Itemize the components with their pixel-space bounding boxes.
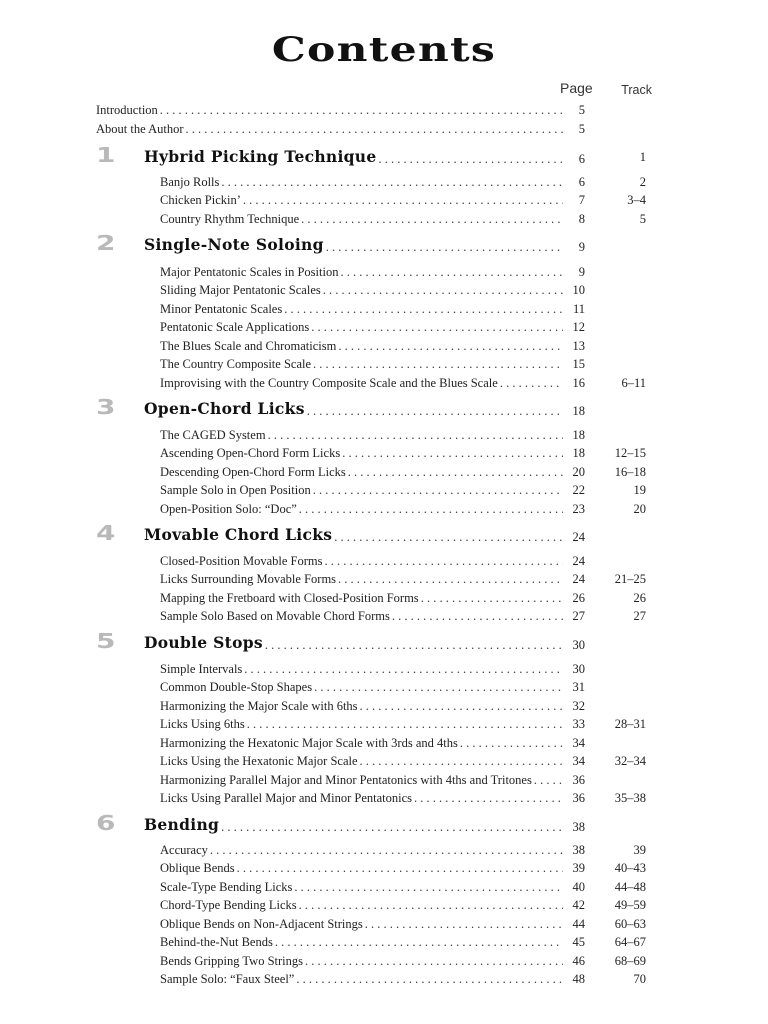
dot-leader <box>247 716 563 732</box>
toc-subentry[interactable] <box>160 172 585 190</box>
dot-leader <box>296 971 563 987</box>
toc-subentry-label: Ascending Open-Chord Form Licks <box>160 446 341 460</box>
dot-leader <box>275 934 563 950</box>
track-number <box>600 525 646 543</box>
toc-subentry[interactable] <box>160 317 585 335</box>
toc-entry[interactable] <box>96 100 585 118</box>
toc-subentry-label: Sample Solo in Open Position <box>160 483 311 497</box>
dot-leader <box>379 151 563 167</box>
dot-leader <box>299 501 563 517</box>
toc-subentry[interactable] <box>160 877 585 895</box>
track-number: 64–67 <box>614 935 646 949</box>
dot-leader <box>265 637 563 653</box>
toc-subentry-label: Oblique Bends on Non-Adjacent Strings <box>160 917 363 931</box>
dot-leader <box>360 753 563 769</box>
chapter-heading-label: Hybrid Picking Technique <box>144 147 377 166</box>
toc-subentry-label: Behind-the-Nut Bends <box>160 935 273 949</box>
toc-subentry[interactable] <box>160 209 585 227</box>
toc-subentry-label: Sample Solo: “Faux Steel” <box>160 972 295 986</box>
page-number: 33 <box>572 717 585 731</box>
toc-subentry[interactable] <box>160 714 585 732</box>
chapter-heading[interactable] <box>144 629 585 653</box>
chapter-heading-label: Movable Chord Licks <box>144 525 333 544</box>
page-title: Contents <box>271 30 497 70</box>
page-number: 7 <box>578 193 585 207</box>
chapter-number: 2 <box>96 231 116 255</box>
page-number: 27 <box>572 609 585 623</box>
toc-subentry[interactable] <box>160 969 585 987</box>
page-number: 45 <box>572 935 585 949</box>
column-header-page: Page <box>560 80 593 96</box>
toc-subentry[interactable] <box>160 770 585 788</box>
track-number: 40–43 <box>614 861 646 875</box>
track-number: 2 <box>639 175 646 189</box>
page-number: 10 <box>572 283 585 297</box>
track-number <box>600 119 646 137</box>
track-number <box>600 399 646 417</box>
track-number: 3–4 <box>627 193 646 207</box>
toc-subentry[interactable] <box>160 569 585 587</box>
page-number: 11 <box>572 302 585 316</box>
toc-subentry-label: Chicken Pickin’ <box>160 193 241 207</box>
page-number: 40 <box>572 880 585 894</box>
toc-subentry-label: Pentatonic Scale Applications <box>160 320 310 334</box>
track-number: 70 <box>633 972 646 986</box>
track-number <box>600 815 646 833</box>
toc-subentry-label: Licks Surrounding Movable Forms <box>160 572 337 586</box>
toc-subentry-label: Chord-Type Bending Licks <box>160 898 297 912</box>
dot-leader <box>534 772 563 788</box>
page-number: 8 <box>578 212 585 226</box>
toc-subentry-label: Bends Gripping Two Strings <box>160 954 303 968</box>
page-number: 36 <box>572 791 585 805</box>
track-number <box>600 677 646 695</box>
toc-subentry[interactable] <box>160 951 585 969</box>
toc-subentry[interactable] <box>160 425 585 443</box>
page-number: 15 <box>572 357 585 371</box>
toc-subentry-label: Harmonizing Parallel Major and Minor Pentatonics with 4ths and Tritones <box>160 773 532 787</box>
dot-leader <box>421 590 563 606</box>
page-number: 18 <box>572 446 585 460</box>
toc-subentry-label: Oblique Bends <box>160 861 235 875</box>
track-number <box>600 425 646 443</box>
toc-subentry[interactable] <box>160 895 585 913</box>
dot-leader <box>340 264 563 280</box>
chapter-heading[interactable] <box>144 143 585 167</box>
toc-subentry-label: Major Pentatonic Scales in Position <box>160 265 339 279</box>
dot-leader <box>500 375 563 391</box>
track-number: 49–59 <box>614 898 646 912</box>
page-number: 18 <box>572 428 585 442</box>
page-number: 12 <box>572 320 585 334</box>
dot-leader <box>348 464 563 480</box>
dot-leader <box>313 356 563 372</box>
track-number: 68–69 <box>614 954 646 968</box>
toc-subentry[interactable] <box>160 840 585 858</box>
track-number: 20 <box>633 502 646 516</box>
dot-leader <box>338 571 563 587</box>
track-number <box>600 551 646 569</box>
dot-leader <box>243 192 563 208</box>
chapter-heading[interactable] <box>144 521 585 545</box>
toc-subentry-label: Accuracy <box>160 843 208 857</box>
toc-subentry[interactable] <box>160 373 585 391</box>
toc-subentry-label: Closed-Position Movable Forms <box>160 554 323 568</box>
dot-leader <box>301 211 563 227</box>
track-number: 6–11 <box>621 376 646 390</box>
chapter-heading-label: Single-Note Soloing <box>144 235 324 254</box>
track-number: 28–31 <box>614 717 646 731</box>
dot-leader <box>323 282 563 298</box>
toc-subentry-label: Mapping the Fretboard with Closed-Position Forms <box>160 591 419 605</box>
toc-subentry-label: Open-Position Solo: “Doc” <box>160 502 297 516</box>
dot-leader <box>244 661 563 677</box>
dot-leader <box>326 239 563 255</box>
toc-subentry-label: The CAGED System <box>160 428 266 442</box>
toc-subentry-label: Licks Using 6ths <box>160 717 245 731</box>
toc-subentry[interactable] <box>160 932 585 950</box>
chapter-heading[interactable] <box>144 811 585 835</box>
toc-subentry-label: Sliding Major Pentatonic Scales <box>160 283 321 297</box>
toc-subentry[interactable] <box>160 262 585 280</box>
track-number: 5 <box>639 212 646 226</box>
toc-entry-label: Introduction <box>96 103 158 117</box>
toc-subentry[interactable] <box>160 588 585 606</box>
dot-leader <box>311 319 563 335</box>
track-number: 12–15 <box>614 446 646 460</box>
toc-subentry[interactable] <box>160 733 585 751</box>
track-number: 21–25 <box>614 572 646 586</box>
dot-leader <box>299 897 563 913</box>
page-number: 39 <box>572 861 585 875</box>
dot-leader <box>338 338 563 354</box>
track-number: 35–38 <box>614 791 646 805</box>
toc-subentry-label: Minor Pentatonic Scales <box>160 302 283 316</box>
toc-subentry-label: Simple Intervals <box>160 662 243 676</box>
chapter-number: 3 <box>96 395 116 419</box>
dot-leader <box>460 735 563 751</box>
toc-subentry[interactable] <box>160 788 585 806</box>
toc-subentry[interactable] <box>160 480 585 498</box>
page-number: 26 <box>572 591 585 605</box>
toc-subentry[interactable] <box>160 858 585 876</box>
toc-entry[interactable] <box>96 119 585 137</box>
toc-subentry[interactable] <box>160 551 585 569</box>
track-number: 26 <box>633 591 646 605</box>
dot-leader <box>221 819 563 835</box>
toc-subentry[interactable] <box>160 299 585 317</box>
toc-subentry-label: Harmonizing the Major Scale with 6ths <box>160 699 358 713</box>
track-number: 60–63 <box>614 917 646 931</box>
track-number <box>600 354 646 372</box>
dot-leader <box>334 529 563 545</box>
dot-leader <box>360 698 563 714</box>
chapter-heading-label: Open-Chord Licks <box>144 399 305 418</box>
track-number <box>600 280 646 298</box>
toc-subentry[interactable] <box>160 677 585 695</box>
track-number <box>600 262 646 280</box>
page-number: 20 <box>572 465 585 479</box>
track-number: 16–18 <box>614 465 646 479</box>
track-number <box>600 299 646 317</box>
page-number: 6 <box>578 175 585 189</box>
page-number: 23 <box>572 502 585 516</box>
page-number: 31 <box>572 680 585 694</box>
track-number: 32–34 <box>614 754 646 768</box>
page-number: 24 <box>572 554 585 568</box>
dot-leader <box>392 608 563 624</box>
page-number: 18 <box>572 404 585 418</box>
toc-subentry-label: Common Double-Stop Shapes <box>160 680 313 694</box>
toc-subentry[interactable] <box>160 462 585 480</box>
toc-subentry-label: Country Rhythm Technique <box>160 212 300 226</box>
toc-subentry-label: Sample Solo Based on Movable Chord Forms <box>160 609 390 623</box>
track-number <box>600 100 646 118</box>
column-header-track: Track <box>621 83 652 97</box>
toc-subentry-label: Improvising with the Country Composite Scale and the Blues Scale <box>160 376 498 390</box>
track-number: 27 <box>633 609 646 623</box>
dot-leader <box>160 102 563 118</box>
track-number: 44–48 <box>614 880 646 894</box>
toc-subentry-label: Harmonizing the Hexatonic Major Scale with 3rds and 4ths <box>160 736 458 750</box>
page-number: 5 <box>578 103 585 117</box>
chapter-heading-label: Double Stops <box>144 633 263 652</box>
toc-subentry[interactable] <box>160 499 585 517</box>
page-number: 9 <box>578 240 585 254</box>
dot-leader <box>307 403 563 419</box>
dot-leader <box>294 879 563 895</box>
chapter-number: 6 <box>96 811 116 835</box>
page-number: 36 <box>572 773 585 787</box>
page-number: 42 <box>572 898 585 912</box>
page-number: 30 <box>572 662 585 676</box>
dot-leader <box>284 301 563 317</box>
toc-subentry-label: The Country Composite Scale <box>160 357 312 371</box>
track-number <box>600 733 646 751</box>
track-number: 19 <box>633 483 646 497</box>
page-number: 13 <box>572 339 585 353</box>
toc-entry-label: About the Author <box>96 122 184 136</box>
track-number <box>600 659 646 677</box>
page-number: 34 <box>572 754 585 768</box>
page-number: 22 <box>572 483 585 497</box>
dot-leader <box>237 860 563 876</box>
toc-subentry-label: Descending Open-Chord Form Licks <box>160 465 346 479</box>
page-number: 38 <box>572 843 585 857</box>
toc-subentry[interactable] <box>160 280 585 298</box>
toc-subentry[interactable] <box>160 354 585 372</box>
toc-subentry-label: Scale-Type Bending Licks <box>160 880 293 894</box>
toc-subentry[interactable] <box>160 190 585 208</box>
toc-subentry[interactable] <box>160 914 585 932</box>
toc-subentry-label: The Blues Scale and Chromaticism <box>160 339 337 353</box>
page-number: 24 <box>572 530 585 544</box>
toc-subentry[interactable] <box>160 606 585 624</box>
page-number: 46 <box>572 954 585 968</box>
track-number: 39 <box>633 843 646 857</box>
track-number: 1 <box>639 150 646 164</box>
chapter-heading-label: Bending <box>144 815 220 834</box>
page-number: 9 <box>578 265 585 279</box>
track-number <box>600 770 646 788</box>
dot-leader <box>186 121 564 137</box>
dot-leader <box>210 842 563 858</box>
chapter-heading[interactable] <box>144 395 585 419</box>
page-number: 44 <box>572 917 585 931</box>
toc-subentry[interactable] <box>160 443 585 461</box>
toc-subentry[interactable] <box>160 751 585 769</box>
page-number: 6 <box>578 152 585 166</box>
page-number: 48 <box>572 972 585 986</box>
dot-leader <box>268 427 563 443</box>
track-number <box>600 235 646 253</box>
toc-subentry[interactable] <box>160 696 585 714</box>
toc-subentry-label: Licks Using Parallel Major and Minor Pentatonics <box>160 791 413 805</box>
chapter-number: 5 <box>96 629 116 653</box>
page-number: 24 <box>572 572 585 586</box>
chapter-heading[interactable] <box>144 231 585 255</box>
track-number <box>600 633 646 651</box>
dot-leader <box>314 679 563 695</box>
page-number: 30 <box>572 638 585 652</box>
page-number: 32 <box>572 699 585 713</box>
chapter-number: 4 <box>96 521 116 545</box>
dot-leader <box>365 916 563 932</box>
dot-leader <box>342 445 563 461</box>
dot-leader <box>325 553 563 569</box>
dot-leader <box>313 482 563 498</box>
toc-subentry-label: Banjo Rolls <box>160 175 220 189</box>
dot-leader <box>414 790 563 806</box>
toc-subentry[interactable] <box>160 336 585 354</box>
chapter-number: 1 <box>96 143 116 167</box>
dot-leader <box>221 174 563 190</box>
page-number: 5 <box>578 122 585 136</box>
track-number <box>600 317 646 335</box>
page-number: 16 <box>572 376 585 390</box>
toc-subentry[interactable] <box>160 659 585 677</box>
dot-leader <box>305 953 563 969</box>
track-number <box>600 696 646 714</box>
page-number: 38 <box>572 820 585 834</box>
page-number: 34 <box>572 736 585 750</box>
track-number <box>600 336 646 354</box>
toc-subentry-label: Licks Using the Hexatonic Major Scale <box>160 754 358 768</box>
